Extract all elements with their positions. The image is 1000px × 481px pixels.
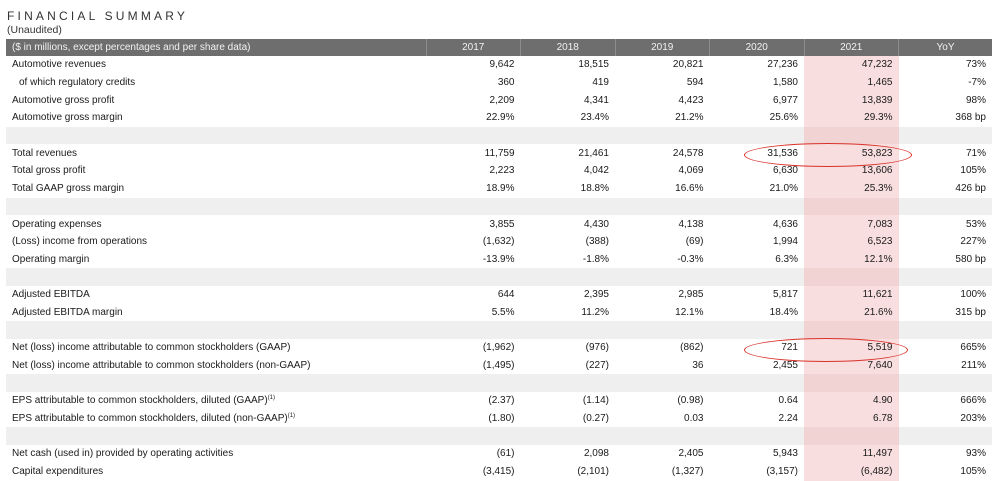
table-row: [6, 162, 992, 180]
table-row: [6, 392, 992, 410]
value-cell-2020: (3,157): [766, 466, 798, 478]
row-label: [6, 463, 426, 481]
column-header-2018: 2018: [521, 39, 616, 56]
table-row: [6, 251, 992, 269]
value-cell-2020: 6,630: [772, 165, 798, 177]
row-label: [6, 180, 426, 198]
table-spacer-row: [6, 427, 992, 445]
value-cell-2021: 6,523: [804, 233, 899, 251]
value-cell-2017: 18.9%: [486, 183, 515, 195]
table-row: [6, 445, 992, 463]
column-header-yoy: YoY: [899, 39, 993, 56]
value-cell-2020: 721: [781, 342, 798, 354]
spacer-cell: [899, 374, 993, 392]
value-cell-2018: -1.8%: [582, 253, 609, 265]
column-header-2021: 2021: [804, 39, 899, 56]
value-cell-2020: 4,636: [772, 218, 798, 230]
row-label: [6, 339, 426, 357]
spacer-cell: [615, 427, 710, 445]
value-cell-2018: 18,515: [578, 59, 609, 71]
value-cell-2020: 21.0%: [769, 183, 798, 195]
value-cell-2020: 5,943: [772, 448, 798, 460]
value-cell-2021: 25.3%: [804, 180, 899, 198]
table-header-row: [6, 39, 992, 56]
spacer-cell: [615, 321, 710, 339]
page-subtitle: (Unaudited): [7, 24, 62, 36]
value-cell-2018: 21,461: [578, 147, 609, 159]
value-cell-2020: 2,455: [772, 360, 798, 372]
value-cell-2017: (1,632): [482, 236, 515, 248]
spacer-cell: [710, 127, 805, 145]
table-row: [6, 56, 992, 74]
row-label-text: Total gross profit: [12, 165, 86, 177]
value-cell-2019: 16.6%: [675, 183, 704, 195]
row-label-text: Net cash (used in) provided by operating activities: [12, 448, 234, 460]
value-cell-2019: 4,138: [678, 218, 704, 230]
spacer-cell: [615, 127, 710, 145]
value-cell-2019: 594: [686, 77, 704, 89]
value-cell-2017: 2,209: [489, 94, 515, 106]
table-row: [6, 339, 992, 357]
value-cell-2019: (0.98): [677, 395, 704, 407]
spacer-cell: [899, 268, 993, 286]
value-cell-2019: 4,069: [678, 165, 704, 177]
spacer-cell: [899, 127, 993, 145]
value-cell-2021: 13,839: [804, 91, 899, 109]
table-row: [6, 357, 992, 375]
spacer-cell: [426, 268, 521, 286]
value-cell-2021: 13,606: [804, 162, 899, 180]
column-header-2017: 2017: [426, 39, 521, 56]
table-spacer-row: [6, 268, 992, 286]
value-cell-2019: (862): [680, 342, 704, 354]
value-cell-2021: 12.1%: [804, 251, 899, 269]
value-cell-2019: 24,578: [672, 147, 704, 159]
table-spacer-row: [6, 198, 992, 216]
row-label-text: Adjusted EBITDA margin: [12, 306, 123, 318]
value-cell-2021: 11,621: [804, 286, 899, 304]
value-cell-yoy: 666%: [960, 395, 986, 407]
value-cell-2017: (2.37): [488, 395, 515, 407]
value-cell-2020: 5,817: [772, 289, 798, 301]
value-cell-2017: (3,415): [482, 466, 515, 478]
value-cell-2017: (1,495): [482, 360, 515, 372]
value-cell-2021: 7,083: [804, 215, 899, 233]
row-label: [6, 233, 426, 251]
value-cell-2017: 644: [497, 289, 515, 301]
row-label: [6, 144, 426, 162]
row-label-text: Adjusted EBITDA: [12, 289, 90, 301]
value-cell-yoy: 227%: [960, 236, 986, 248]
value-cell-2019: 36: [692, 360, 704, 372]
value-cell-2019: 4,423: [678, 94, 704, 106]
value-cell-yoy: 580 bp: [955, 253, 986, 265]
value-cell-yoy: 71%: [965, 147, 986, 159]
row-label-text: Total GAAP gross margin: [12, 183, 125, 195]
value-cell-2017: 2,223: [489, 165, 515, 177]
spacer-cell: [426, 321, 521, 339]
row-label: [6, 74, 426, 92]
spacer-cell: [426, 374, 521, 392]
value-cell-2021: 4.90: [804, 392, 899, 410]
row-label: [6, 56, 426, 74]
value-cell-yoy: -7%: [968, 77, 986, 89]
row-label-text: of which regulatory credits: [19, 77, 136, 89]
spacer-cell: [521, 268, 616, 286]
value-cell-2017: 3,855: [489, 218, 515, 230]
spacer-cell: [6, 198, 426, 216]
row-label-text: Automotive gross profit: [12, 94, 115, 106]
row-label-text: EPS attributable to common stockholders, diluted (GAAP): [12, 395, 268, 407]
spacer-cell: [710, 374, 805, 392]
value-cell-yoy: 98%: [965, 94, 986, 106]
value-cell-2017: 22.9%: [486, 112, 515, 124]
footnote-marker: (1): [287, 413, 296, 420]
table-row: [6, 180, 992, 198]
row-label: [6, 162, 426, 180]
value-cell-2019: 20,821: [672, 59, 704, 71]
column-header-description: ($ in millions, except percentages and per share data): [6, 39, 426, 56]
spacer-cell: [804, 321, 899, 339]
spacer-cell: [521, 321, 616, 339]
value-cell-2018: 11.2%: [581, 306, 609, 318]
spacer-cell: [804, 268, 899, 286]
value-cell-2018: (976): [585, 342, 609, 354]
spacer-cell: [426, 427, 521, 445]
value-cell-2018: 4,042: [583, 165, 609, 177]
spacer-cell: [899, 321, 993, 339]
value-cell-2017: 360: [497, 77, 515, 89]
value-cell-yoy: 211%: [961, 360, 986, 372]
table-row: [6, 144, 992, 162]
value-cell-2018: 18.8%: [580, 183, 609, 195]
value-cell-yoy: 53%: [965, 218, 986, 230]
row-label: [6, 91, 426, 109]
value-cell-yoy: 93%: [965, 448, 986, 460]
value-cell-2019: 2,405: [678, 448, 704, 460]
table-row: [6, 233, 992, 251]
spacer-cell: [426, 198, 521, 216]
spacer-cell: [521, 374, 616, 392]
table-row: [6, 410, 992, 428]
value-cell-2020: 27,236: [767, 59, 798, 71]
spacer-cell: [521, 127, 616, 145]
value-cell-2020: 1,580: [772, 77, 798, 89]
value-cell-2018: (388): [585, 236, 609, 248]
value-cell-2020: 6,977: [772, 94, 798, 106]
value-cell-2021: 29.3%: [804, 109, 899, 127]
row-label-text: Automotive gross margin: [12, 112, 123, 124]
value-cell-yoy: 105%: [960, 165, 986, 177]
value-cell-2017: 9,642: [489, 59, 515, 71]
page-title: FINANCIAL SUMMARY: [7, 9, 189, 23]
spacer-cell: [615, 198, 710, 216]
spacer-cell: [710, 268, 805, 286]
value-cell-2020: 6.3%: [775, 253, 798, 265]
value-cell-yoy: 203%: [960, 413, 986, 425]
value-cell-2018: (0.27): [582, 413, 609, 425]
spacer-cell: [710, 427, 805, 445]
table-spacer-row: [6, 321, 992, 339]
spacer-cell: [615, 374, 710, 392]
row-label: [6, 215, 426, 233]
value-cell-2021: 7,640: [804, 357, 899, 375]
value-cell-2018: (2,101): [577, 466, 609, 478]
table-row: [6, 91, 992, 109]
spacer-cell: [899, 427, 993, 445]
value-cell-yoy: 105%: [960, 466, 986, 478]
table-row: [6, 74, 992, 92]
value-cell-2019: 21.2%: [675, 112, 704, 124]
value-cell-2017: 5.5%: [491, 306, 515, 318]
row-label-text: Net (loss) income attributable to common stockholders (GAAP): [12, 342, 291, 354]
value-cell-2021: 47,232: [804, 56, 899, 74]
row-label: [6, 109, 426, 127]
table-row: [6, 215, 992, 233]
table-spacer-row: [6, 374, 992, 392]
spacer-cell: [6, 427, 426, 445]
value-cell-2018: 23.4%: [580, 112, 609, 124]
value-cell-yoy: 315 bp: [955, 306, 986, 318]
value-cell-2021: 1,465: [804, 74, 899, 92]
value-cell-2019: (69): [685, 236, 704, 248]
row-label: [6, 251, 426, 269]
row-label: [6, 304, 426, 322]
value-cell-2017: (61): [496, 448, 515, 460]
row-label: [6, 357, 426, 375]
column-header-2020: 2020: [710, 39, 805, 56]
spacer-cell: [6, 321, 426, 339]
spacer-cell: [804, 427, 899, 445]
value-cell-yoy: 368 bp: [955, 112, 986, 124]
footnote-marker: (1): [267, 395, 276, 402]
value-cell-2020: 31,536: [767, 147, 798, 159]
table-row: [6, 463, 992, 481]
column-header-2019: 2019: [615, 39, 710, 56]
row-label-text: Net (loss) income attributable to common stockholders (non-GAAP): [12, 360, 311, 372]
table-row: [6, 286, 992, 304]
value-cell-2017: (1,962): [482, 342, 515, 354]
spacer-cell: [426, 127, 521, 145]
row-label-text: Automotive revenues: [12, 59, 106, 71]
table-body: [6, 56, 992, 481]
value-cell-2020: 1,994: [772, 236, 798, 248]
row-label-text: Operating expenses: [12, 218, 102, 230]
value-cell-2021: 21.6%: [804, 304, 899, 322]
row-label-text: Total revenues: [12, 147, 78, 159]
value-cell-2021: (6,482): [804, 463, 899, 481]
spacer-cell: [710, 198, 805, 216]
value-cell-yoy: 73%: [965, 59, 986, 71]
value-cell-2019: 2,985: [678, 289, 704, 301]
spacer-cell: [521, 198, 616, 216]
value-cell-2021: 11,497: [804, 445, 899, 463]
value-cell-2018: 2,395: [583, 289, 609, 301]
table-spacer-row: [6, 127, 992, 145]
table-row: [6, 304, 992, 322]
value-cell-2018: (227): [585, 360, 609, 372]
value-cell-2021: 6.78: [804, 410, 899, 428]
value-cell-2021: 53,823: [804, 144, 899, 162]
value-cell-2019: 12.1%: [675, 306, 704, 318]
row-label-text: EPS attributable to common stockholders, diluted (non-GAAP): [12, 413, 288, 425]
value-cell-2019: 0.03: [684, 413, 704, 425]
row-label-text: Capital expenditures: [12, 466, 104, 478]
value-cell-2017: (1.80): [488, 413, 515, 425]
value-cell-2020: 2.24: [778, 413, 798, 425]
value-cell-2020: 18.4%: [769, 306, 798, 318]
value-cell-yoy: 665%: [960, 342, 986, 354]
spacer-cell: [521, 427, 616, 445]
value-cell-2017: -13.9%: [482, 253, 515, 265]
row-label: [6, 445, 426, 463]
value-cell-yoy: 100%: [960, 289, 986, 301]
financial-summary-table: [6, 39, 992, 481]
spacer-cell: [615, 268, 710, 286]
spacer-cell: [899, 198, 993, 216]
row-label-text: Operating margin: [12, 253, 90, 265]
spacer-cell: [6, 127, 426, 145]
value-cell-2020: 0.64: [778, 395, 798, 407]
spacer-cell: [804, 198, 899, 216]
spacer-cell: [6, 374, 426, 392]
spacer-cell: [710, 321, 805, 339]
value-cell-2018: (1.14): [582, 395, 609, 407]
value-cell-2019: (1,327): [671, 466, 704, 478]
spacer-cell: [6, 268, 426, 286]
value-cell-2021: 5,519: [804, 339, 899, 357]
spacer-cell: [804, 127, 899, 145]
row-label-text: (Loss) income from operations: [12, 236, 148, 248]
row-label: [6, 392, 426, 410]
value-cell-yoy: 426 bp: [955, 183, 986, 195]
spacer-cell: [804, 374, 899, 392]
row-label: [6, 286, 426, 304]
value-cell-2018: 4,430: [583, 218, 609, 230]
value-cell-2018: 419: [592, 77, 609, 89]
table-row: [6, 109, 992, 127]
value-cell-2019: -0.3%: [677, 253, 704, 265]
row-label: [6, 410, 426, 428]
value-cell-2020: 25.6%: [769, 112, 798, 124]
value-cell-2018: 4,341: [583, 94, 609, 106]
value-cell-2018: 2,098: [583, 448, 609, 460]
value-cell-2017: 11,759: [484, 147, 515, 159]
